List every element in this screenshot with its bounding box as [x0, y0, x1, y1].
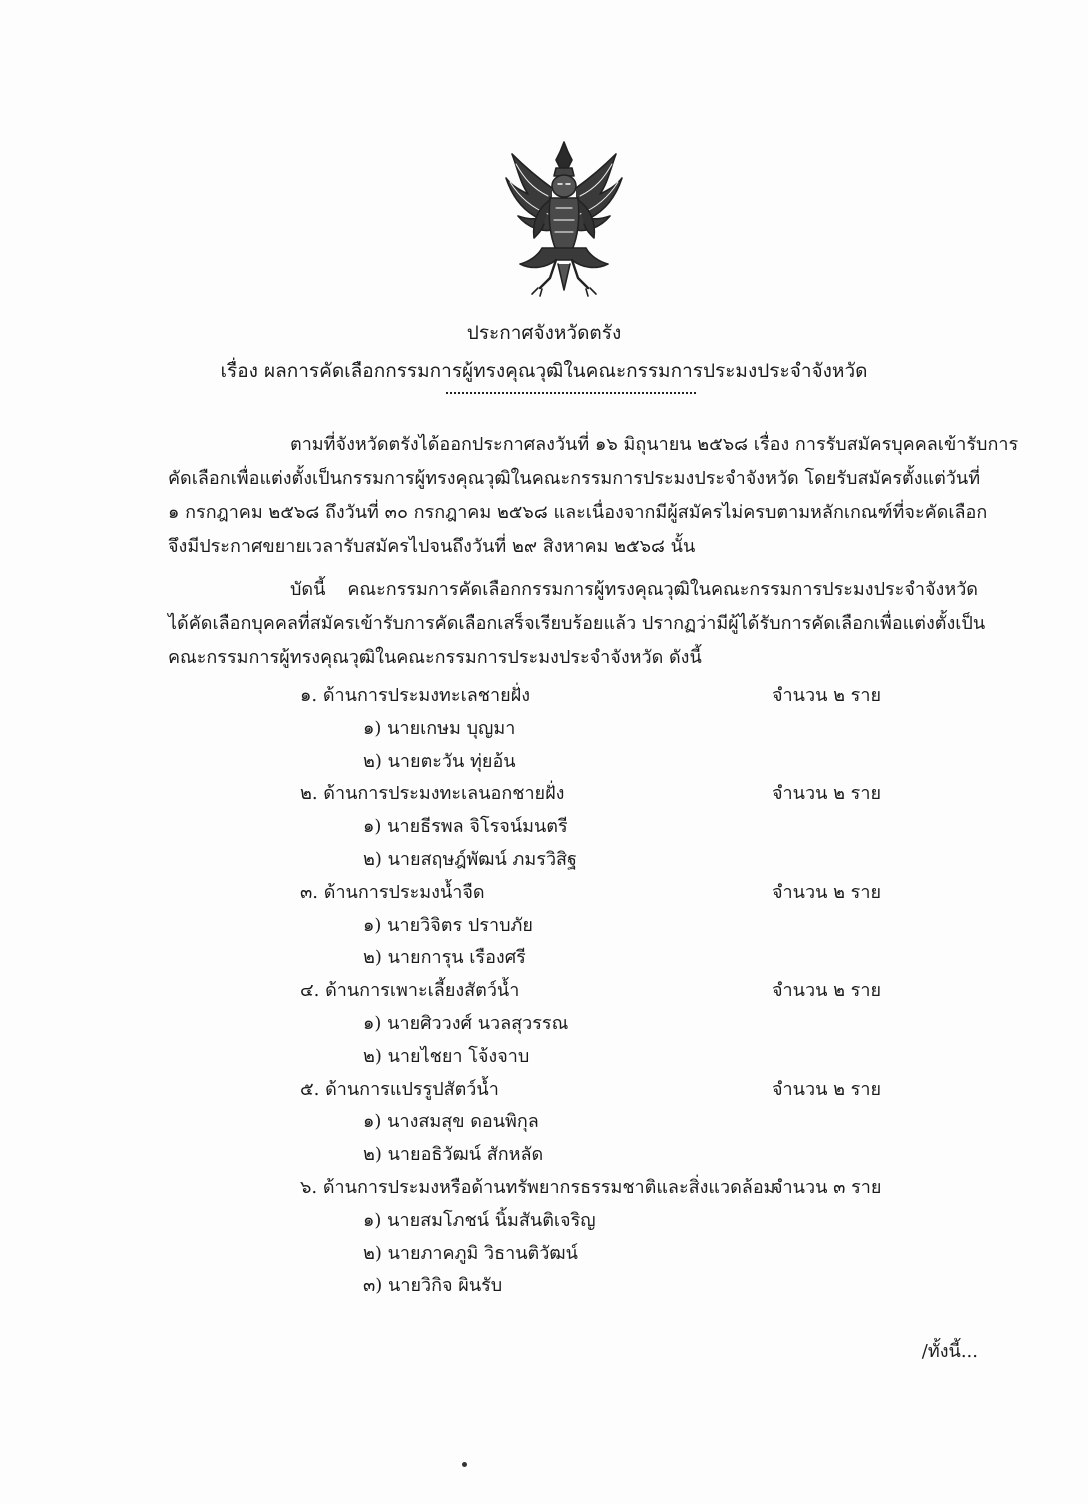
member-row [0, 1139, 1088, 1172]
member-name: ๒) นายตะวัน ทุ่ยอ้น [363, 750, 516, 772]
category-row [0, 778, 1088, 811]
paragraph-line: ตามที่จังหวัดตรังได้ออกประกาศลงวันที่ ๑๖ มิถุนายน ๒๕๖๘ เรื่อง การรับสมัครบุคคลเข้ารับการ [290, 434, 1019, 455]
member-name: ๒) นายการุน เรืองศรี [363, 947, 526, 969]
category-row [0, 877, 1088, 910]
category-count: จำนวน ๒ ราย [772, 881, 882, 903]
member-row [0, 844, 1088, 877]
paragraph-result [168, 573, 986, 675]
member-name: ๑) นายวิจิตร ปราบภัย [363, 914, 533, 936]
member-name: ๑) นายศิววงศ์ นวลสุวรรณ [363, 1012, 569, 1034]
paragraph-line: บัดนี้ คณะกรรมการคัดเลือกกรรมการผู้ทรงคุณวุฒิในคณะกรรมการประมงประจำจังหวัด [290, 579, 978, 600]
member-name: ๑) นายธีรพล จิโรจน์มนตรี [363, 816, 568, 838]
member-row [0, 942, 1088, 975]
member-name: ๑) นายเกษม บุญมา [363, 717, 516, 739]
selected-members-list [0, 680, 1088, 1303]
category-count: จำนวน ๒ ราย [772, 1078, 882, 1100]
paragraph-line: จึงมีประกาศขยายเวลารับสมัครไปจนถึงวันที่ ๒๙ สิงหาคม ๒๕๖๘ นั้น [168, 536, 696, 557]
member-name: ๒) นายไชยา โจ้งจาบ [363, 1045, 530, 1067]
member-row [0, 713, 1088, 746]
member-name: ๑) นายสมโภชน์ นิ้มสันติเจริญ [363, 1209, 596, 1231]
paragraph-intro [168, 428, 1019, 564]
member-name: ๒) นายภาคภูมิ วิธานติวัฒน์ [363, 1242, 578, 1264]
member-row [0, 746, 1088, 779]
dotted-divider [446, 392, 696, 394]
category-count: จำนวน ๒ ราย [772, 685, 882, 706]
member-row [0, 1238, 1088, 1271]
member-name: ๑) นางสมสุข ดอนพิกุล [363, 1111, 539, 1133]
member-row [0, 1008, 1088, 1041]
member-name: ๓) นายวิกิจ ผินรับ [363, 1275, 503, 1297]
member-row [0, 811, 1088, 844]
category-row [0, 975, 1088, 1008]
category-row [0, 680, 1088, 713]
announcement-subject: เรื่อง ผลการคัดเลือกกรรมการผู้ทรงคุณวุฒิในคณะกรรมการประมงประจำจังหวัด [220, 360, 868, 382]
category-label: ๖. ด้านการประมงหรือด้านทรัพยากรธรรมชาติและสิ่งแวดล้อม [300, 1176, 776, 1198]
category-label: ๕. ด้านการแปรรูปสัตว์น้ำ [300, 1078, 499, 1100]
scan-mark [462, 1462, 467, 1467]
category-count: จำนวน ๓ ราย [772, 1176, 882, 1198]
member-row [0, 1205, 1088, 1238]
category-row [0, 1074, 1088, 1107]
category-row [0, 1172, 1088, 1205]
paragraph-line: ๑ กรกฎาคม ๒๕๖๘ ถึงวันที่ ๓๐ กรกฎาคม ๒๕๖๘ และเนื่องจากมีผู้สมัครไม่ครบตามหลักเกณฑ์ที่จะคัดเลือก [168, 502, 988, 523]
paragraph-line: คัดเลือกเพื่อแต่งตั้งเป็นกรรมการผู้ทรงคุณวุฒิในคณะกรรมการประมงประจำจังหวัด โดยรับสมัครตั้งแต่วันที่ [168, 468, 981, 489]
member-name: ๒) นายสฤษฎ์พัฒน์ ภมรวิสิฐ [363, 848, 577, 870]
announcement-title: ประกาศจังหวัดตรัง [466, 322, 622, 344]
category-count: จำนวน ๒ ราย [772, 783, 882, 805]
category-label: ๑. ด้านการประมงทะเลชายฝั่ง [300, 685, 530, 706]
member-name: ๒) นายอธิวัฒน์ สักหลัด [363, 1144, 544, 1166]
paragraph-line: คณะกรรมการผู้ทรงคุณวุฒิในคณะกรรมการประมงประจำจังหวัด ดังนี้ [168, 647, 702, 668]
category-label: ๒. ด้านการประมงทะเลนอกชายฝั่ง [300, 783, 565, 805]
category-count: จำนวน ๒ ราย [772, 980, 882, 1002]
category-label: ๔. ด้านการเพาะเลี้ยงสัตว์น้ำ [300, 980, 520, 1002]
paragraph-line: ได้คัดเลือกบุคคลที่สมัครเข้ารับการคัดเลือกเสร็จเรียบร้อยแล้ว ปรากฏว่ามีผู้ได้รับการคัดเลือกเพื่อแต่งตั้งเป็น [168, 613, 986, 634]
member-row [0, 1270, 1088, 1303]
category-label: ๓. ด้านการประมงน้ำจืด [300, 881, 485, 903]
member-row [0, 1041, 1088, 1074]
continued-marker: /ทั้งนี้... [921, 1341, 978, 1362]
member-row [0, 910, 1088, 943]
garuda-emblem-icon [498, 138, 630, 298]
member-row [0, 1106, 1088, 1139]
